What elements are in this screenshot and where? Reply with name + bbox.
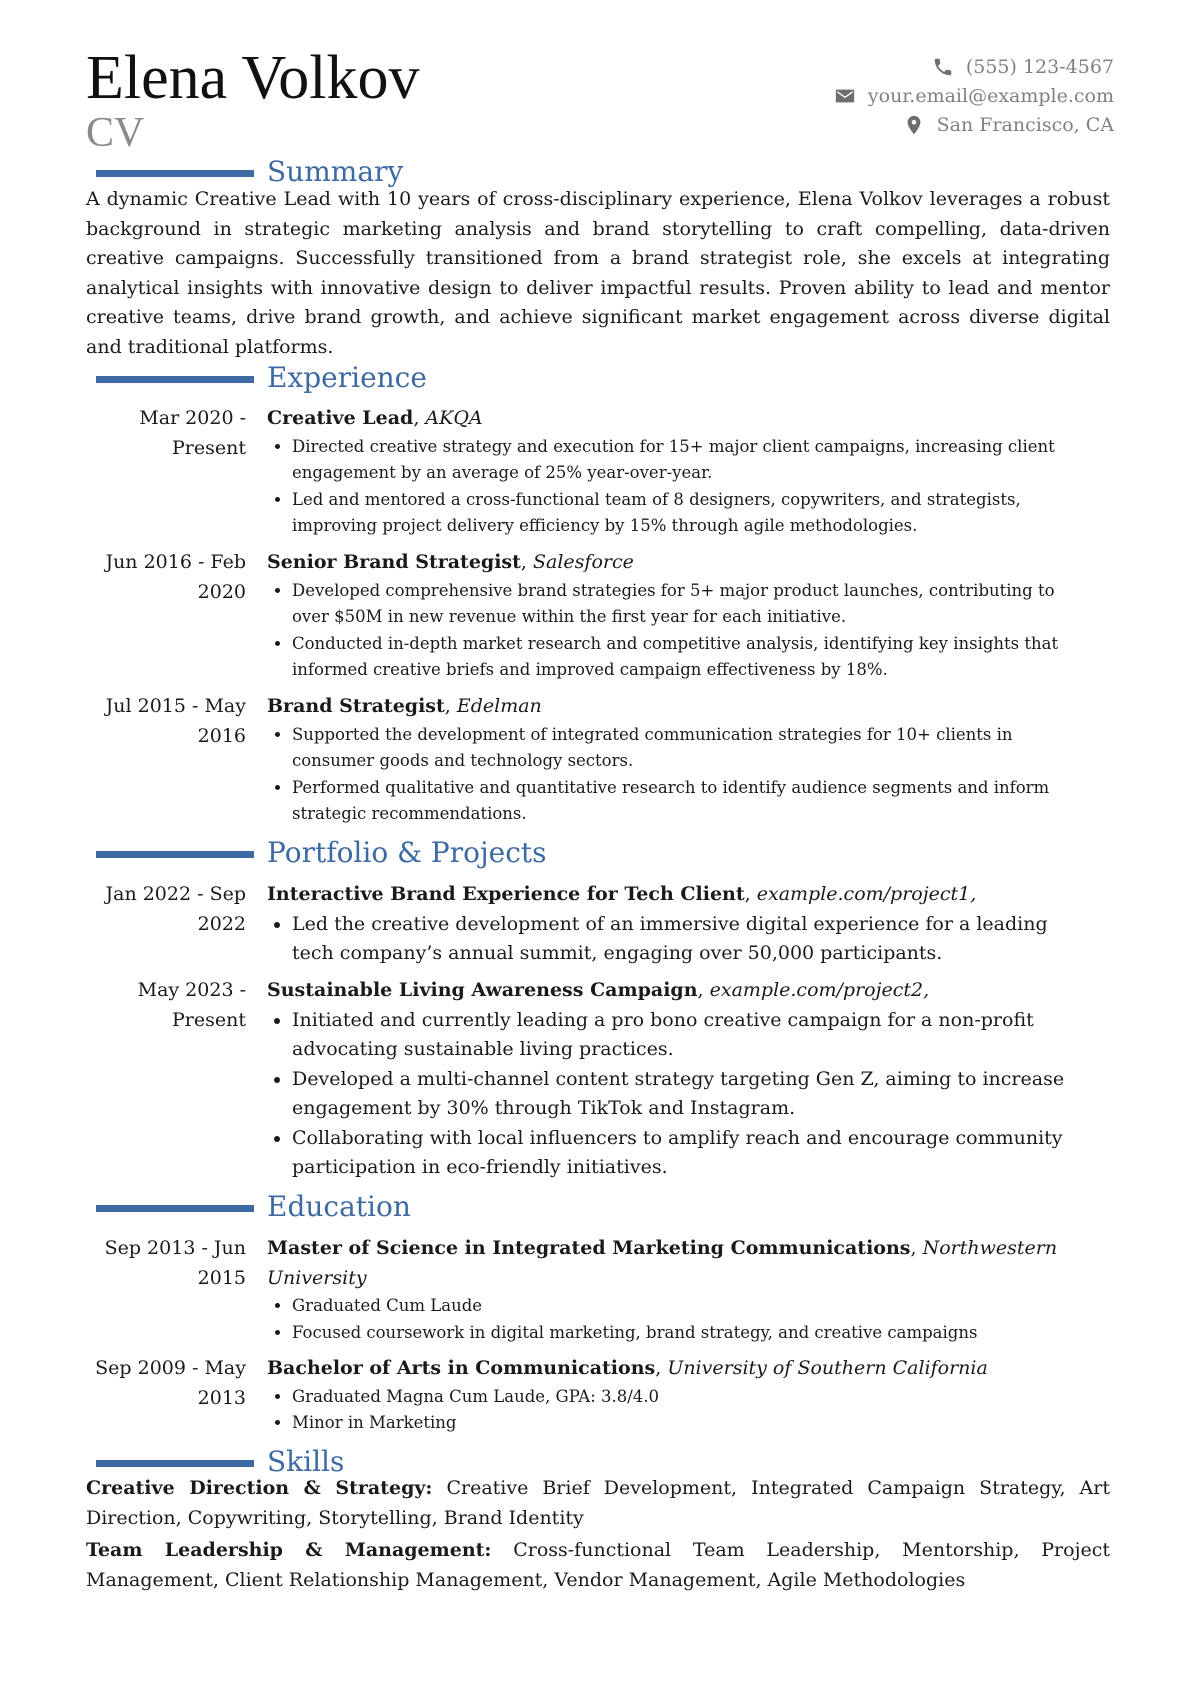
section-rule: [96, 1205, 254, 1212]
section-title: Experience: [267, 361, 427, 394]
list-item: • Developed comprehensive brand strategies for 5+ major product launches, contributing to over $50M in new revenue within the first year for each initiative.: [292, 578, 1095, 631]
skill-group: [86, 1536, 1110, 1595]
entry-title: Brand Strategist: [267, 695, 445, 717]
phone-number: (555) 123-4567: [965, 55, 1114, 78]
section-rule: [96, 1460, 254, 1467]
entry-org: Northwestern University: [267, 1237, 1058, 1289]
list-item: • Performed qualitative and quantitative research to identify audience segments and inform strategic recommendations.: [292, 775, 1095, 828]
section-education: [96, 1188, 1096, 1226]
contact-phone[interactable]: [694, 52, 1114, 81]
phone-icon: [932, 56, 954, 78]
person-name: Elena Volkov: [86, 44, 420, 112]
list-item: • Graduated Magna Cum Laude, GPA: 3.8/4.0: [292, 1384, 1095, 1411]
entry-title: Interactive Brand Experience for Tech Client: [267, 883, 745, 905]
list-item: • Directed creative strategy and execution for 15+ major client campaigns, increasing client engagement by an average of 25% year-over-year.: [292, 434, 1095, 487]
summary-text: A dynamic Creative Lead with 10 years of cross-disciplinary experience, Elena Volkov leverages a robust background in strategic marketing analysis and brand storytelling to craft compelling, data-driven creative campaigns. Successfully transitioned from a brand strategist role, she excels at integrating analytical insights with innovative design to deliver impactful results. Proven ability to lead and mentor creative teams, drive brand growth, and achieve significant market engagement across diverse digital and traditional platforms.: [86, 188, 1110, 358]
cv-page: Elena Volkov CV (555) 123-4567 your.email@example.com San Francisco, CA Summary A dynamic Creative Lead with 10 years of cross-disciplinary experience, Elena Volkov leverages a robust background in strategic marketing analysis and brand storytelling to craft compelling, data-driven creative campaigns. Successfully transitioned from a brand strategist role, she excels at integrating analytical insights with innovative design to deliver impactful results. Proven ability to lead and mentor creative teams, drive brand growth, and achieve significant market engagement across diverse digital and traditional platforms. Experience Mar 2020 - Present Creative Lead, AKQA • Directed creative strategy and execution for 15+ major client campaigns, increasing client engagement by an average of 25% year-over-year. • Led and mentored a cross-functional team of 8 designers, copywriters, and strategists, improving project delivery efficiency by 15% through agile methodologies. Jun 2016 - Feb 2020 Senior Brand Strategist, Salesforce • Developed comprehensive brand strategies for 5+ major product launches, contributing to over $50M in new revenue within the first year for each initiative. • Conducted in-depth market research and competitive analysis, identifying key insights that informed creative briefs and improved campaign effectiveness by 18%. Jul 2015 - May 2016 Brand Strategist, Edelman • Supported the development of integrated communication strategies for 10+ clients in consumer goods and technology sectors. • Performed qualitative and quantitative research to identify audience segments and inform strategic recommendations. Portfolio & Projects Jan 2022 - Sep 2022 Interactive Brand Experience for Tech Client, example.com/project1, • Led the creative development of an immersive digital experience for a leading tech company’s annual summit, engaging over 50,000 participants. May 2023 - Present Sustainable Living Awareness Campaign, example.com/project2, • Initiated and currently leading a pro bono creative campaign for a non-profit advocating sustainable living practices. • Developed a multi-channel content strategy targeting Gen Z, aiming to increase engagement by 30% through TikTok and Instagram. • Collaborating with local influencers to amplify reach and encourage community participation in eco-friendly initiatives. Education Sep 2013 - Jun 2015 Master of Science in Integrated Marketing Communications, Northwestern University • Graduated Cum Laude • Focused coursework in digital marketing, brand strategy, and creative campaigns Sep 2009 - May 2013 Bachelor of Arts in Communications, University of Southern California • Graduated Magna Cum Laude, GPA: 3.8/4.0 • Minor in Marketing Skills Creative Direction & Strategy: Creative Brief Development, Integrated Campaign Strategy, Art Direction, Copywriting, Storytelling, Brand Identity Team Leadership & Management: Cross-functional Team Leadership, Mentorship, Project Management, Client Relationship Management, Vendor Management, Agile Methodologies: [0, 0, 1190, 1683]
entry-date: Sep 2009 - May 2013: [95, 1357, 246, 1409]
document-subtitle: CV: [86, 110, 145, 156]
entry-date: Sep 2013 - Jun 2015: [104, 1237, 246, 1289]
entry-org: Salesforce: [533, 551, 634, 573]
section-title: Education: [267, 1190, 411, 1223]
entry-org: University of Southern California: [667, 1357, 988, 1379]
envelope-icon: [834, 85, 856, 107]
project-link[interactable]: example.com/project1,: [756, 883, 977, 905]
location-text: San Francisco, CA: [936, 113, 1114, 136]
section-rule: [96, 170, 254, 177]
list-item: • Led and mentored a cross-functional team of 8 designers, copywriters, and strategists, improving project delivery efficiency by 15% through agile methodologies.: [292, 487, 1095, 540]
skill-group: [86, 1474, 1110, 1533]
contact-email[interactable]: [694, 81, 1114, 110]
list-item: • Focused coursework in digital marketing, brand strategy, and creative campaigns: [292, 1320, 1095, 1347]
entry-date: Jul 2015 - May 2016: [105, 695, 246, 747]
entry-title: Bachelor of Arts in Communications: [267, 1357, 656, 1379]
entry-date: May 2023 - Present: [137, 979, 246, 1031]
section-rule: [96, 851, 254, 858]
section-title: Portfolio & Projects: [267, 836, 547, 869]
email-address: your.email@example.com: [867, 84, 1114, 107]
entry-title: Sustainable Living Awareness Campaign: [267, 979, 698, 1001]
section-portfolio: [96, 834, 1096, 872]
contact-location: [694, 110, 1114, 139]
section-title: Summary: [267, 155, 404, 188]
section-experience: [96, 359, 1096, 397]
entry-title: Creative Lead: [267, 407, 414, 429]
entry-title: Senior Brand Strategist: [267, 551, 521, 573]
list-item: • Led the creative development of an immersive digital experience for a leading tech company’s annual summit, engaging over 50,000 participants.: [292, 910, 1095, 969]
entry-org: Edelman: [456, 695, 542, 717]
list-item: • Conducted in-depth market research and competitive analysis, identifying key insights that informed creative briefs and improved campaign effectiveness by 18%.: [292, 631, 1095, 684]
skill-group-label: Team Leadership & Management:: [86, 1539, 492, 1561]
list-item: • Minor in Marketing: [292, 1410, 1095, 1437]
section-title: Skills: [267, 1445, 345, 1478]
section-rule: [96, 376, 254, 383]
list-item: • Supported the development of integrated communication strategies for 10+ clients in consumer goods and technology sectors.: [292, 722, 1095, 775]
project-link[interactable]: example.com/project2,: [709, 979, 930, 1001]
list-item: • Collaborating with local influencers to amplify reach and encourage community participation in eco-friendly initiatives.: [292, 1124, 1095, 1183]
list-item: • Graduated Cum Laude: [292, 1293, 1095, 1320]
entry-org: AKQA: [425, 407, 483, 429]
entry-date: Jan 2022 - Sep 2022: [105, 883, 246, 935]
skill-group-label: Creative Direction & Strategy:: [86, 1477, 433, 1499]
skill-group-items: Cross-functional Team Leadership, Mentorship, Project Management, Client Relationship Management, Vendor Management, Agile Methodologies: [86, 1539, 1110, 1591]
list-item: • Developed a multi-channel content strategy targeting Gen Z, aiming to increase engagement by 30% through TikTok and Instagram.: [292, 1065, 1095, 1124]
skill-group-items: Creative Brief Development, Integrated Campaign Strategy, Art Direction, Copywriting, Storytelling, Brand Identity: [86, 1477, 1110, 1529]
map-pin-icon: [903, 114, 925, 136]
entry-date: Mar 2020 - Present: [139, 407, 246, 459]
contact-info: [694, 52, 1114, 139]
list-item: • Initiated and currently leading a pro bono creative campaign for a non-profit advocating sustainable living practices.: [292, 1006, 1095, 1065]
entry-title: Master of Science in Integrated Marketing Communications: [267, 1237, 911, 1259]
entry-date: Jun 2016 - Feb 2020: [105, 551, 246, 603]
